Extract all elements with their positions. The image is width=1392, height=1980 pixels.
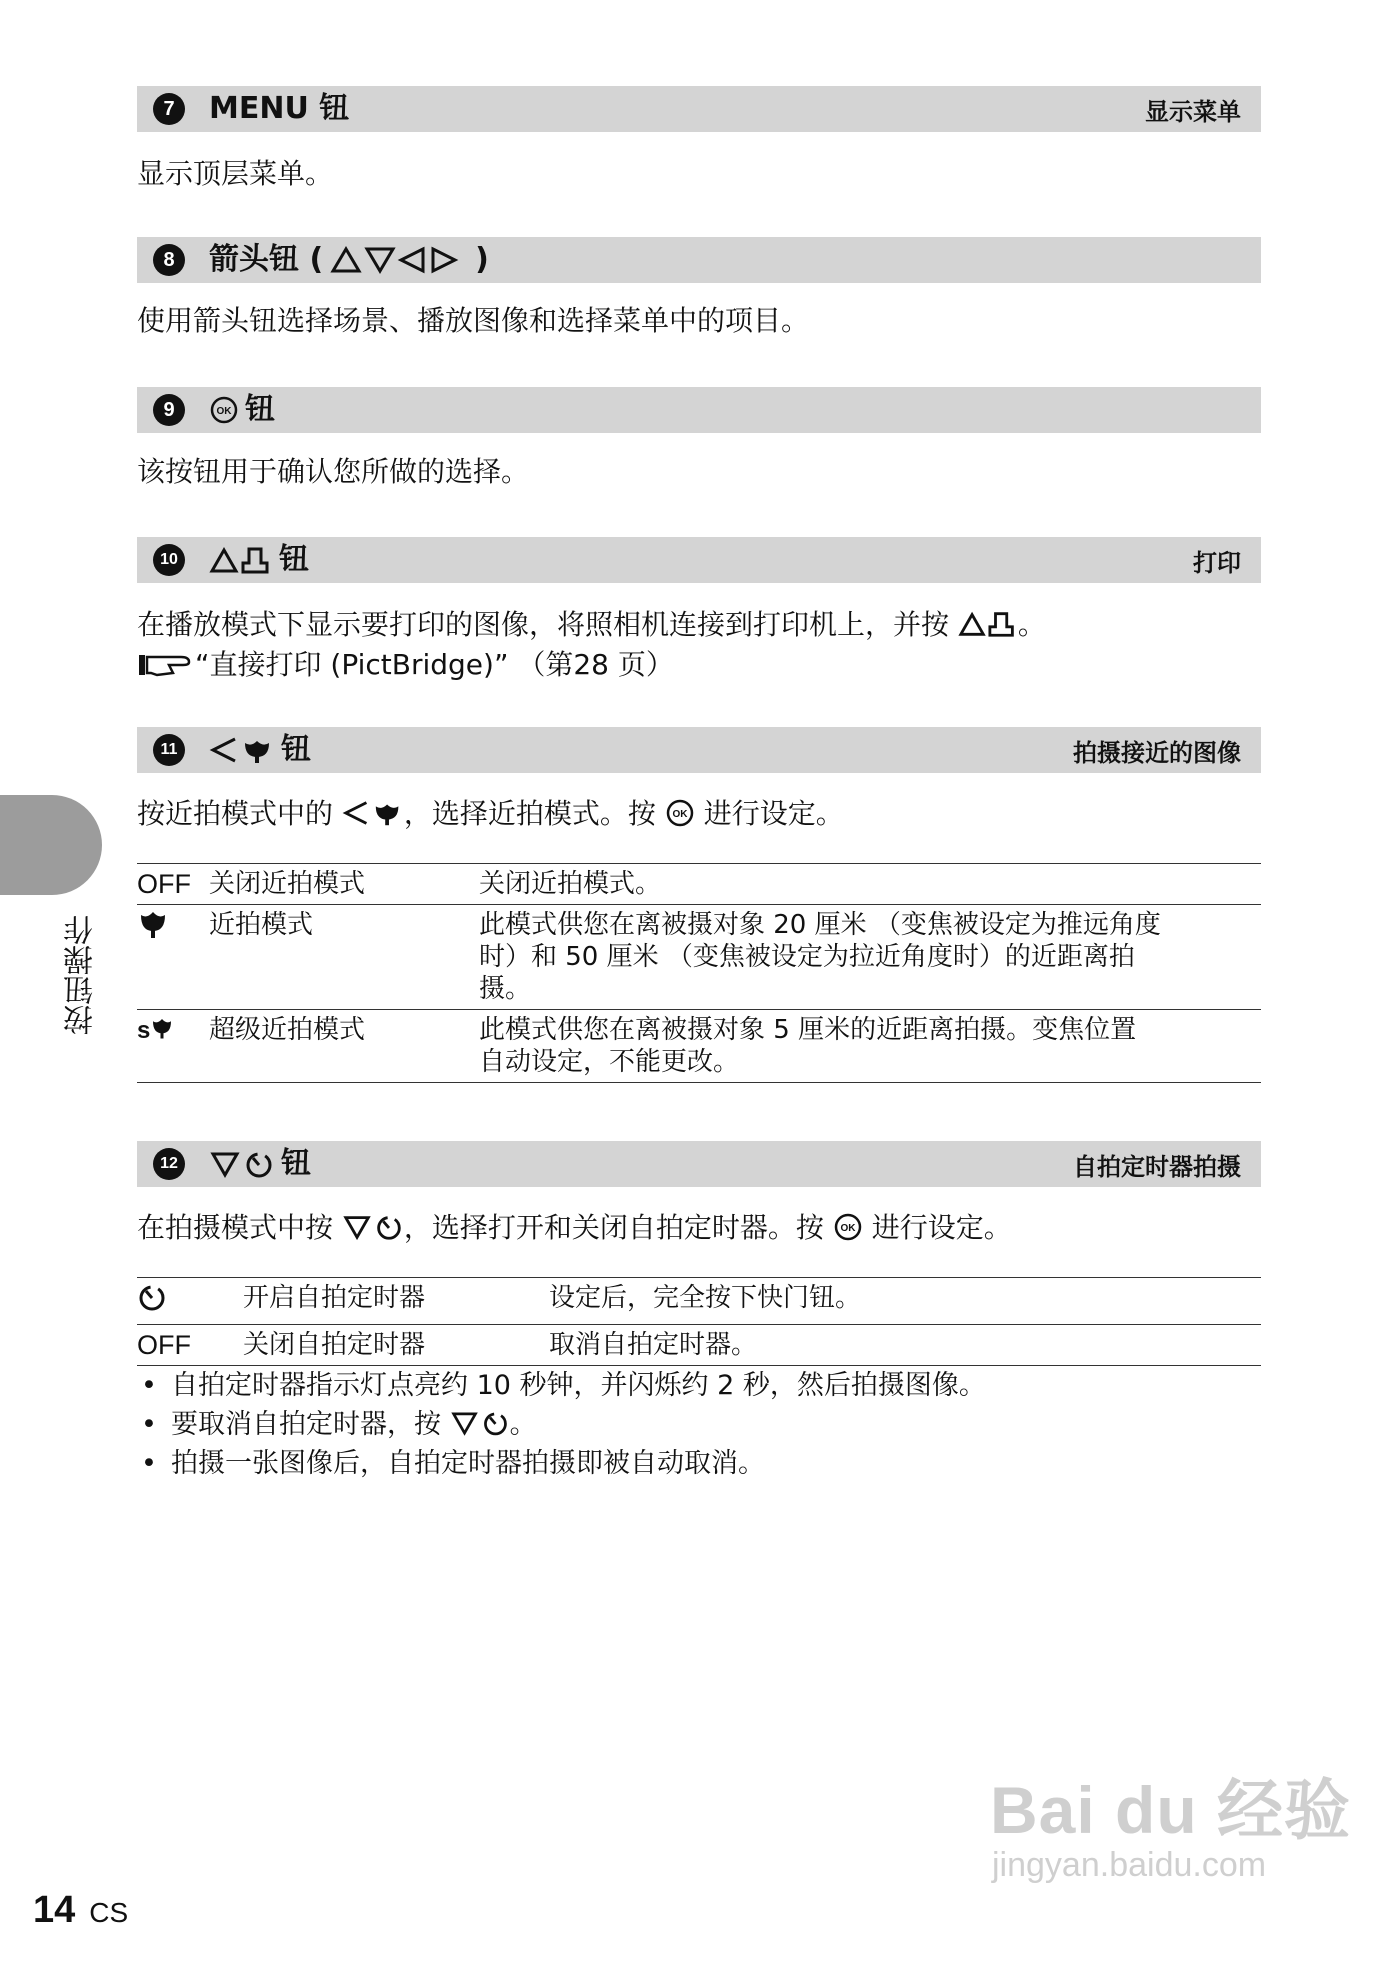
table-row [137, 1278, 1261, 1325]
section-number: 10 [153, 544, 185, 576]
section-8-header [137, 237, 1261, 283]
section-title [209, 393, 275, 427]
section-12-description [137, 1209, 1012, 1247]
table-row [137, 1325, 1261, 1366]
macro-button-icon [209, 735, 275, 765]
page-number [33, 1888, 128, 1935]
macro-icon [137, 909, 169, 939]
option-mark [137, 1278, 243, 1325]
option-name: 近拍模式 [209, 910, 314, 940]
reference-text: “直接打印 (PictBridge)” （第28 页） [195, 648, 674, 681]
option-mark: OFF [137, 869, 191, 899]
table-row [137, 864, 1261, 905]
description-text: 在播放模式下显示要打印的图像，将照相机连接到打印机上，并按 [137, 608, 950, 641]
self-timer-icon [137, 1282, 167, 1312]
option-mark: OFF [137, 1330, 191, 1360]
page-language: CS [89, 1897, 129, 1928]
description-text: ，选择近拍模式。按 [403, 797, 656, 830]
section-number: 12 [153, 1148, 185, 1180]
macro-options-table [137, 863, 1261, 1083]
reference-pointer-icon [137, 651, 195, 679]
description-text: 进行设定。 [871, 1211, 1012, 1244]
description-line: 此模式供您在离被摄对象 20 厘米 （变焦被设定为推远角度 [479, 910, 1161, 940]
section-8-description: 使用箭头钮选择场景、播放图像和选择菜单中的项目。 [137, 304, 810, 337]
section-title-text: 钮 [281, 1146, 311, 1181]
option-description: 设定后，完全按下快门钮。 [549, 1283, 862, 1313]
option-name: 关闭自拍定时器 [243, 1330, 426, 1360]
section-title [209, 1147, 311, 1181]
option-name: 开启自拍定时器 [243, 1283, 426, 1313]
ok-button-icon [209, 395, 239, 425]
description-text: ，选择打开和关闭自拍定时器。按 [403, 1211, 824, 1244]
watermark-logo-text: Bai du 经验 [990, 1773, 1352, 1847]
section-7-description: 显示顶层菜单。 [137, 157, 334, 190]
super-macro-prefix: s [137, 1017, 151, 1044]
table-row [137, 1010, 1261, 1083]
option-description [479, 905, 1261, 1010]
description-line: 此模式供您在离被摄对象 5 厘米的近距离拍摄。变焦位置 [479, 1015, 1137, 1045]
option-description: 取消自拍定时器。 [549, 1330, 758, 1360]
self-timer-button-icon [209, 1149, 275, 1179]
section-9-header [137, 387, 1261, 433]
section-title-text: 钮 [279, 542, 309, 577]
description-line: 自动设定，不能更改。 [479, 1047, 740, 1077]
option-description [479, 1010, 1261, 1083]
baidu-watermark [990, 1775, 1351, 1885]
list-item: • 拍摄一张图像后，自拍定时器拍摄即被自动取消。 [137, 1444, 986, 1483]
section-subtitle: 显示菜单 [1145, 98, 1241, 126]
svg-text:OK: OK [672, 809, 688, 820]
section-title-text: 钮 [281, 732, 311, 767]
section-11-header [137, 727, 1261, 773]
section-title-text: 钮 [245, 392, 275, 427]
description-text: 在拍摄模式中按 [137, 1211, 334, 1244]
description-end: 。 [1017, 608, 1046, 641]
self-timer-options-table [137, 1277, 1261, 1366]
section-subtitle: 自拍定时器拍摄 [1073, 1153, 1241, 1181]
section-title [209, 543, 309, 577]
watermark-url: jingyan.baidu.com [992, 1846, 1267, 1884]
page-number-value: 14 [33, 1889, 76, 1931]
section-11-description [137, 795, 844, 833]
macro-button-icon [342, 798, 404, 828]
super-macro-icon [150, 1014, 174, 1042]
option-name: 关闭近拍模式 [209, 869, 366, 899]
section-7-header [137, 86, 1261, 132]
chapter-label: 按钮操作 [64, 915, 99, 1035]
section-10-description [137, 606, 1046, 644]
description-line: 时）和 50 厘米 （变焦被设定为拉近角度时）的近距离拍 [479, 942, 1135, 972]
list-item [137, 1405, 986, 1444]
description-text: 进行设定。 [703, 797, 844, 830]
option-name: 超级近拍模式 [209, 1015, 366, 1045]
section-title [209, 733, 311, 767]
self-timer-button-icon [342, 1212, 404, 1242]
arrow-buttons-icon [329, 245, 469, 275]
svg-text:OK: OK [840, 1223, 856, 1234]
description-text: 按近拍模式中的 [137, 797, 334, 830]
section-9-description: 该按钮用于确认您所做的选择。 [137, 455, 530, 488]
section-12-header [137, 1141, 1261, 1187]
ok-button-icon [665, 798, 695, 828]
print-button-icon [958, 609, 1018, 639]
list-item-end: 。 [509, 1409, 537, 1440]
option-mark [137, 905, 209, 1010]
section-subtitle: 拍摄接近的图像 [1073, 739, 1241, 767]
self-timer-button-icon [450, 1408, 510, 1438]
list-item-text: 要取消自拍定时器，按 [171, 1409, 441, 1440]
chapter-tab [0, 795, 102, 895]
section-number: 11 [153, 734, 185, 766]
option-mark [137, 1010, 209, 1083]
section-number: 8 [153, 244, 185, 276]
description-line: 摄。 [479, 974, 532, 1004]
section-number: 9 [153, 394, 185, 426]
table-row [137, 905, 1261, 1010]
section-title-prefix: 箭头钮 ( [209, 242, 324, 277]
list-item: • 自拍定时器指示灯点亮约 10 秒钟，并闪烁约 2 秒，然后拍摄图像。 [137, 1366, 986, 1405]
print-button-icon [209, 545, 273, 575]
section-10-reference [137, 646, 674, 684]
option-description: 关闭近拍模式。 [479, 869, 662, 899]
notes-list [137, 1366, 986, 1483]
svg-text:OK: OK [216, 406, 232, 417]
section-title [209, 243, 489, 277]
section-10-header [137, 537, 1261, 583]
section-subtitle: 打印 [1193, 549, 1241, 577]
section-number: 7 [153, 93, 185, 125]
ok-button-icon [833, 1212, 863, 1242]
section-title-suffix: ) [475, 242, 489, 277]
section-title: MENU 钮 [209, 91, 350, 126]
